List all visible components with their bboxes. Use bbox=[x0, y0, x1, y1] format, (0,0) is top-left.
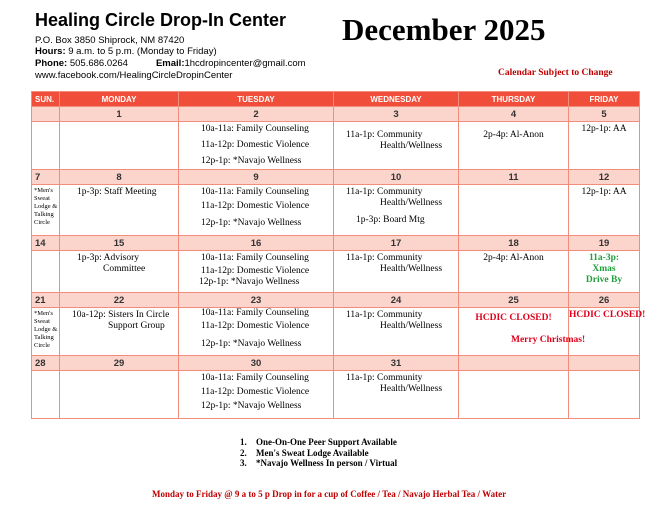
event-cell-fri bbox=[569, 251, 640, 293]
event-item: 12p-1p: *Navajo Wellness bbox=[201, 218, 302, 228]
event-cell-sun bbox=[32, 251, 60, 293]
closed-notice: HCDIC CLOSED! bbox=[569, 310, 646, 320]
event-cell-tue bbox=[179, 185, 334, 236]
day-header-wed: WEDNESDAY bbox=[334, 92, 459, 107]
closed-notice: HCDIC CLOSED! bbox=[475, 313, 552, 323]
event-item: 11a-1p: Community bbox=[346, 187, 423, 197]
date-cell: 10 bbox=[334, 170, 459, 185]
event-item: 2p-4p: Al-Anon bbox=[483, 253, 544, 263]
event-item: 12p-1p: AA bbox=[581, 124, 627, 134]
event-item: 11a-12p: Domestic Violence bbox=[201, 321, 310, 331]
event-cell-fri bbox=[569, 308, 646, 356]
week-3-events bbox=[32, 251, 640, 293]
org-name: Healing Circle Drop-In Center bbox=[35, 10, 287, 30]
event-item: Health/Wellness bbox=[380, 198, 443, 208]
event-item: 11a-1p: Community bbox=[346, 310, 423, 320]
event-cell-mon bbox=[60, 251, 179, 293]
event-cell-tue bbox=[179, 251, 334, 293]
date-cell: 1 bbox=[60, 107, 179, 122]
date-cell: 16 bbox=[179, 236, 334, 251]
week-3-dates bbox=[32, 236, 640, 251]
date-cell: 22 bbox=[60, 293, 179, 308]
event-item: *Men's Sweat Lodge & Talking Circle bbox=[34, 187, 58, 226]
event-item: 2p-4p: Al-Anon bbox=[483, 130, 544, 140]
date-cell: 23 bbox=[179, 293, 334, 308]
date-cell: 29 bbox=[60, 356, 179, 371]
event-item: 1p-3p: Staff Meeting bbox=[77, 187, 157, 197]
week-2-dates bbox=[32, 170, 640, 185]
week-5-events bbox=[32, 371, 640, 419]
event-cell-mon bbox=[60, 122, 179, 170]
event-item: 10a-11a: Family Counseling bbox=[201, 308, 309, 318]
event-item: 1p-3p: Board Mtg bbox=[356, 215, 425, 225]
event-item: 11a-1p: Community bbox=[346, 130, 423, 140]
event-cell-fri bbox=[569, 185, 640, 236]
event-cell-wed bbox=[334, 251, 459, 293]
event-cell-sun bbox=[32, 185, 60, 236]
event-item: 1p-3p: Advisory bbox=[77, 253, 140, 263]
date-cell: 30 bbox=[179, 356, 334, 371]
event-item: 12p-1p: *Navajo Wellness bbox=[201, 156, 302, 166]
date-cell: 7 bbox=[32, 170, 60, 185]
calendar-grid bbox=[31, 91, 646, 419]
footer-drop-in-note: Monday to Friday @ 9 a to 5 p Drop in for a cup of Coffee / Tea / Navajo Herbal Tea / Water bbox=[152, 489, 507, 499]
event-item: 11a-12p: Domestic Violence bbox=[201, 387, 310, 397]
event-item: 10a-11a: Family Counseling bbox=[201, 187, 309, 197]
event-cell-sun bbox=[32, 122, 60, 170]
week-5-dates bbox=[32, 356, 640, 371]
day-header-fri: FRIDAY bbox=[569, 92, 640, 107]
event-item: 10a-11a: Family Counseling bbox=[201, 373, 309, 383]
hours-value: 9 a.m. to 5 p.m. (Monday to Friday) bbox=[65, 46, 217, 57]
address: P.O. Box 3850 Shiprock, NM 87420 bbox=[35, 35, 185, 46]
date-cell: 25 bbox=[459, 293, 569, 308]
date-cell: 5 bbox=[569, 107, 640, 122]
note-number: 1. bbox=[240, 437, 247, 447]
date-cell: 2 bbox=[179, 107, 334, 122]
hours-line bbox=[35, 46, 217, 57]
week-1-dates bbox=[32, 107, 640, 122]
note-number: 2. bbox=[240, 447, 247, 458]
event-item: Support Group bbox=[108, 321, 165, 331]
event-item: Committee bbox=[103, 264, 146, 274]
event-cell-thu bbox=[459, 185, 569, 236]
event-item: Health/Wellness bbox=[380, 321, 443, 331]
event-item: 11a-12p: Domestic Violence bbox=[201, 266, 310, 276]
day-header-mon: MONDAY bbox=[60, 92, 179, 107]
event-cell-sun bbox=[32, 371, 60, 419]
merry-christmas-text: Merry Christmas! bbox=[511, 335, 586, 345]
hours-label: Hours: bbox=[35, 46, 66, 57]
event-item: 11a-1p: Community bbox=[346, 253, 423, 263]
contact-line bbox=[35, 58, 306, 69]
event-item: Health/Wellness bbox=[380, 264, 443, 274]
date-cell: 18 bbox=[459, 236, 569, 251]
week-1-events bbox=[32, 122, 640, 170]
event-cell-thu bbox=[459, 122, 569, 170]
month-title: December 2025 bbox=[342, 12, 546, 47]
phone-value: 505.686.0264 bbox=[67, 58, 128, 69]
event-cell-thu bbox=[459, 308, 586, 356]
date-cell: 31 bbox=[334, 356, 459, 371]
event-cell-tue bbox=[179, 122, 334, 170]
note-item bbox=[240, 448, 397, 459]
event-cell-fri bbox=[569, 122, 640, 170]
notes-list bbox=[240, 437, 397, 469]
event-item: 12p-1p: *Navajo Wellness bbox=[201, 401, 302, 411]
event-item: 12p-1p: AA bbox=[581, 187, 627, 197]
date-cell: 19 bbox=[569, 236, 640, 251]
event-cell-wed bbox=[334, 122, 459, 170]
event-cell-mon bbox=[60, 308, 179, 356]
week-2-events bbox=[32, 185, 640, 236]
week-4-events bbox=[32, 308, 640, 356]
note-text: *Navajo Wellness In person / Virtual bbox=[256, 458, 398, 468]
event-cell-wed bbox=[334, 185, 459, 236]
date-cell: 24 bbox=[334, 293, 459, 308]
date-cell: 14 bbox=[32, 236, 60, 251]
event-item: Xmas bbox=[592, 264, 616, 274]
email-label: Email: bbox=[155, 58, 185, 69]
event-cell-sun bbox=[32, 308, 60, 356]
day-header-sun: SUN. bbox=[32, 92, 60, 107]
note-item bbox=[240, 437, 397, 448]
event-item: 10a-12p: Sisters In Circle bbox=[72, 310, 170, 320]
event-cell-mon bbox=[60, 185, 179, 236]
email-value[interactable]: 1hcdropincenter@gmail.com bbox=[184, 58, 306, 69]
phone-label: Phone: bbox=[35, 58, 68, 69]
note-text: Men's Sweat Lodge Available bbox=[256, 447, 369, 458]
event-item: 10a-11a: Family Counseling bbox=[201, 253, 309, 263]
event-item: 11a-3p: bbox=[588, 253, 620, 263]
event-cell-tue bbox=[179, 371, 334, 419]
date-cell: 11 bbox=[459, 170, 569, 185]
day-header-tue: TUESDAY bbox=[179, 92, 334, 107]
facebook-link[interactable]: www.facebook.com/HealingCircleDropinCenter bbox=[35, 70, 233, 81]
event-item: 10a-11a: Family Counseling bbox=[201, 124, 309, 134]
event-item: Health/Wellness bbox=[380, 384, 443, 394]
note-number: 3. bbox=[240, 458, 247, 468]
event-cell-thu bbox=[459, 251, 569, 293]
event-item: Health/Wellness bbox=[380, 141, 443, 151]
date-cell: 28 bbox=[32, 356, 60, 371]
date-cell bbox=[459, 356, 569, 371]
event-cell-thu bbox=[459, 371, 569, 419]
event-item: 11a-12p: Domestic Violence bbox=[201, 201, 310, 211]
date-cell: 12 bbox=[569, 170, 640, 185]
note-text: One-On-One Peer Support Available bbox=[256, 437, 397, 447]
event-cell-wed bbox=[334, 308, 459, 356]
event-cell-wed bbox=[334, 371, 459, 419]
date-cell: 4 bbox=[459, 107, 569, 122]
event-item: 12p-1p: *Navajo Wellness bbox=[199, 277, 300, 287]
date-cell: 26 bbox=[569, 293, 640, 308]
day-header-row bbox=[32, 92, 640, 107]
subject-to-change-note: Calendar Subject to Change bbox=[498, 68, 613, 78]
week-4-dates bbox=[32, 293, 640, 308]
event-cell-mon bbox=[60, 371, 179, 419]
date-cell: 3 bbox=[334, 107, 459, 122]
day-header-thu: THURSDAY bbox=[459, 92, 569, 107]
date-cell: 17 bbox=[334, 236, 459, 251]
date-cell bbox=[569, 356, 640, 371]
event-item: 11a-12p: Domestic Violence bbox=[201, 140, 310, 150]
event-item: 12p-1p: *Navajo Wellness bbox=[201, 339, 302, 349]
date-cell: 8 bbox=[60, 170, 179, 185]
date-cell: 21 bbox=[32, 293, 60, 308]
date-cell bbox=[32, 107, 60, 122]
date-cell: 9 bbox=[179, 170, 334, 185]
event-cell-tue bbox=[179, 308, 334, 356]
event-item: 11a-1p: Community bbox=[346, 373, 423, 383]
note-item bbox=[240, 458, 397, 469]
date-cell: 15 bbox=[60, 236, 179, 251]
event-item: Drive By bbox=[585, 275, 623, 285]
event-cell-fri bbox=[569, 371, 640, 419]
event-item: *Men's Sweat Lodge & Talking Circle bbox=[34, 310, 58, 349]
